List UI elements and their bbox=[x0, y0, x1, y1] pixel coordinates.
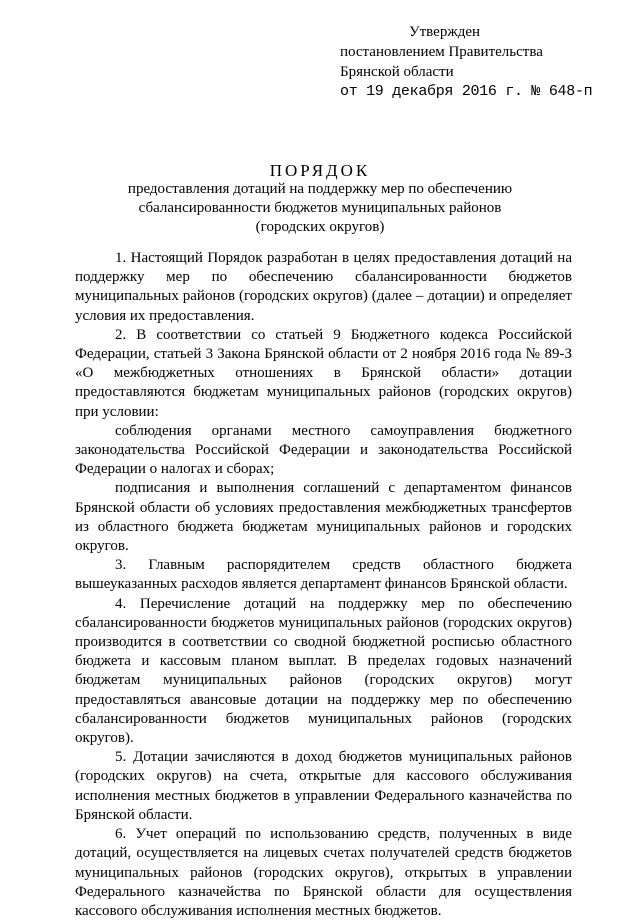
document-title: ПОРЯДОК bbox=[269, 161, 371, 180]
subtitle-line-1: предоставления дотаций на поддержку мер по обеспечению bbox=[127, 181, 513, 197]
approval-stamp bbox=[340, 22, 625, 102]
paragraph-3: 3. Главным распорядителем средств областного бюджета вышеуказанных расходов является департамент финансов Брянской области. bbox=[75, 557, 572, 593]
paragraph-2-condition-2: подписания и выполнения соглашений с департаментом финансов Брянской области об условиях предоставления межбюджетных трансфертов из областного бюджета бюджетам муниципальных районов и городских округов. bbox=[75, 480, 572, 555]
paragraph-2-condition-1: соблюдения органами местного самоуправления бюджетного законодательства Российской Федерации и законодательства Российской Федерации о налогах и сборах; bbox=[75, 422, 572, 478]
document-subtitle bbox=[100, 180, 540, 237]
approval-line-region: Брянской области bbox=[340, 64, 454, 80]
document-body bbox=[75, 249, 572, 921]
approval-line-approved: Утвержден bbox=[409, 24, 481, 40]
paragraph-1: 1. Настоящий Порядок разработан в целях предоставления дотаций на поддержку мер по обеспечению сбалансированности бюджетов муниципальных районов (городских округов) (далее – дотации) и определяет условия их предоставления. bbox=[75, 250, 572, 324]
subtitle-line-3: (городских округов) bbox=[255, 219, 385, 235]
approval-line-date-number: от 19 декабря 2016 г. № 648-п bbox=[340, 83, 593, 100]
paragraph-4: 4. Перечисление дотаций на поддержку мер по обеспечению сбалансированности бюджетов муниципальных районов (городских округов) производится в соответствии со сводной бюджетной росписью областного бюджета и кассовым планом выплат. В пределах годовых назначений бюджетам муниципальных районов (городских округов) могут предоставляться авансовые дотации на поддержку мер по обеспечению сбалансированности бюджетов муниципальных районов (городских округов). bbox=[75, 595, 572, 747]
paragraph-2: 2. В соответствии со статьей 9 Бюджетного кодекса Российской Федерации, статьей 3 Закона Брянской области от 2 ноября 2016 года № 89-З «О межбюджетных отношениях в Брянской области» дотации предоставляются бюджетам муниципальных районов (городских округов) при условии: bbox=[75, 326, 572, 420]
paragraph-5: 5. Дотации зачисляются в доход бюджетов муниципальных районов (городских округов) на счета, открытые для кассового обслуживания исполнения местных бюджетов в управлении Федерального казначейства по Брянской области. bbox=[75, 749, 572, 823]
paragraph-6: 6. Учет операций по использованию средств, полученных в виде дотаций, осуществляется на лицевых счетах получателей средств бюджетов муниципальных районов (городских округов), открытых в управлении Федерального казначейства по Брянской области для осуществления кассового обслуживания исполнения местных бюджетов. bbox=[75, 826, 572, 919]
subtitle-line-2: сбалансированности бюджетов муниципальных районов bbox=[138, 200, 502, 216]
approval-line-resolution: постановлением Правительства bbox=[340, 44, 543, 60]
